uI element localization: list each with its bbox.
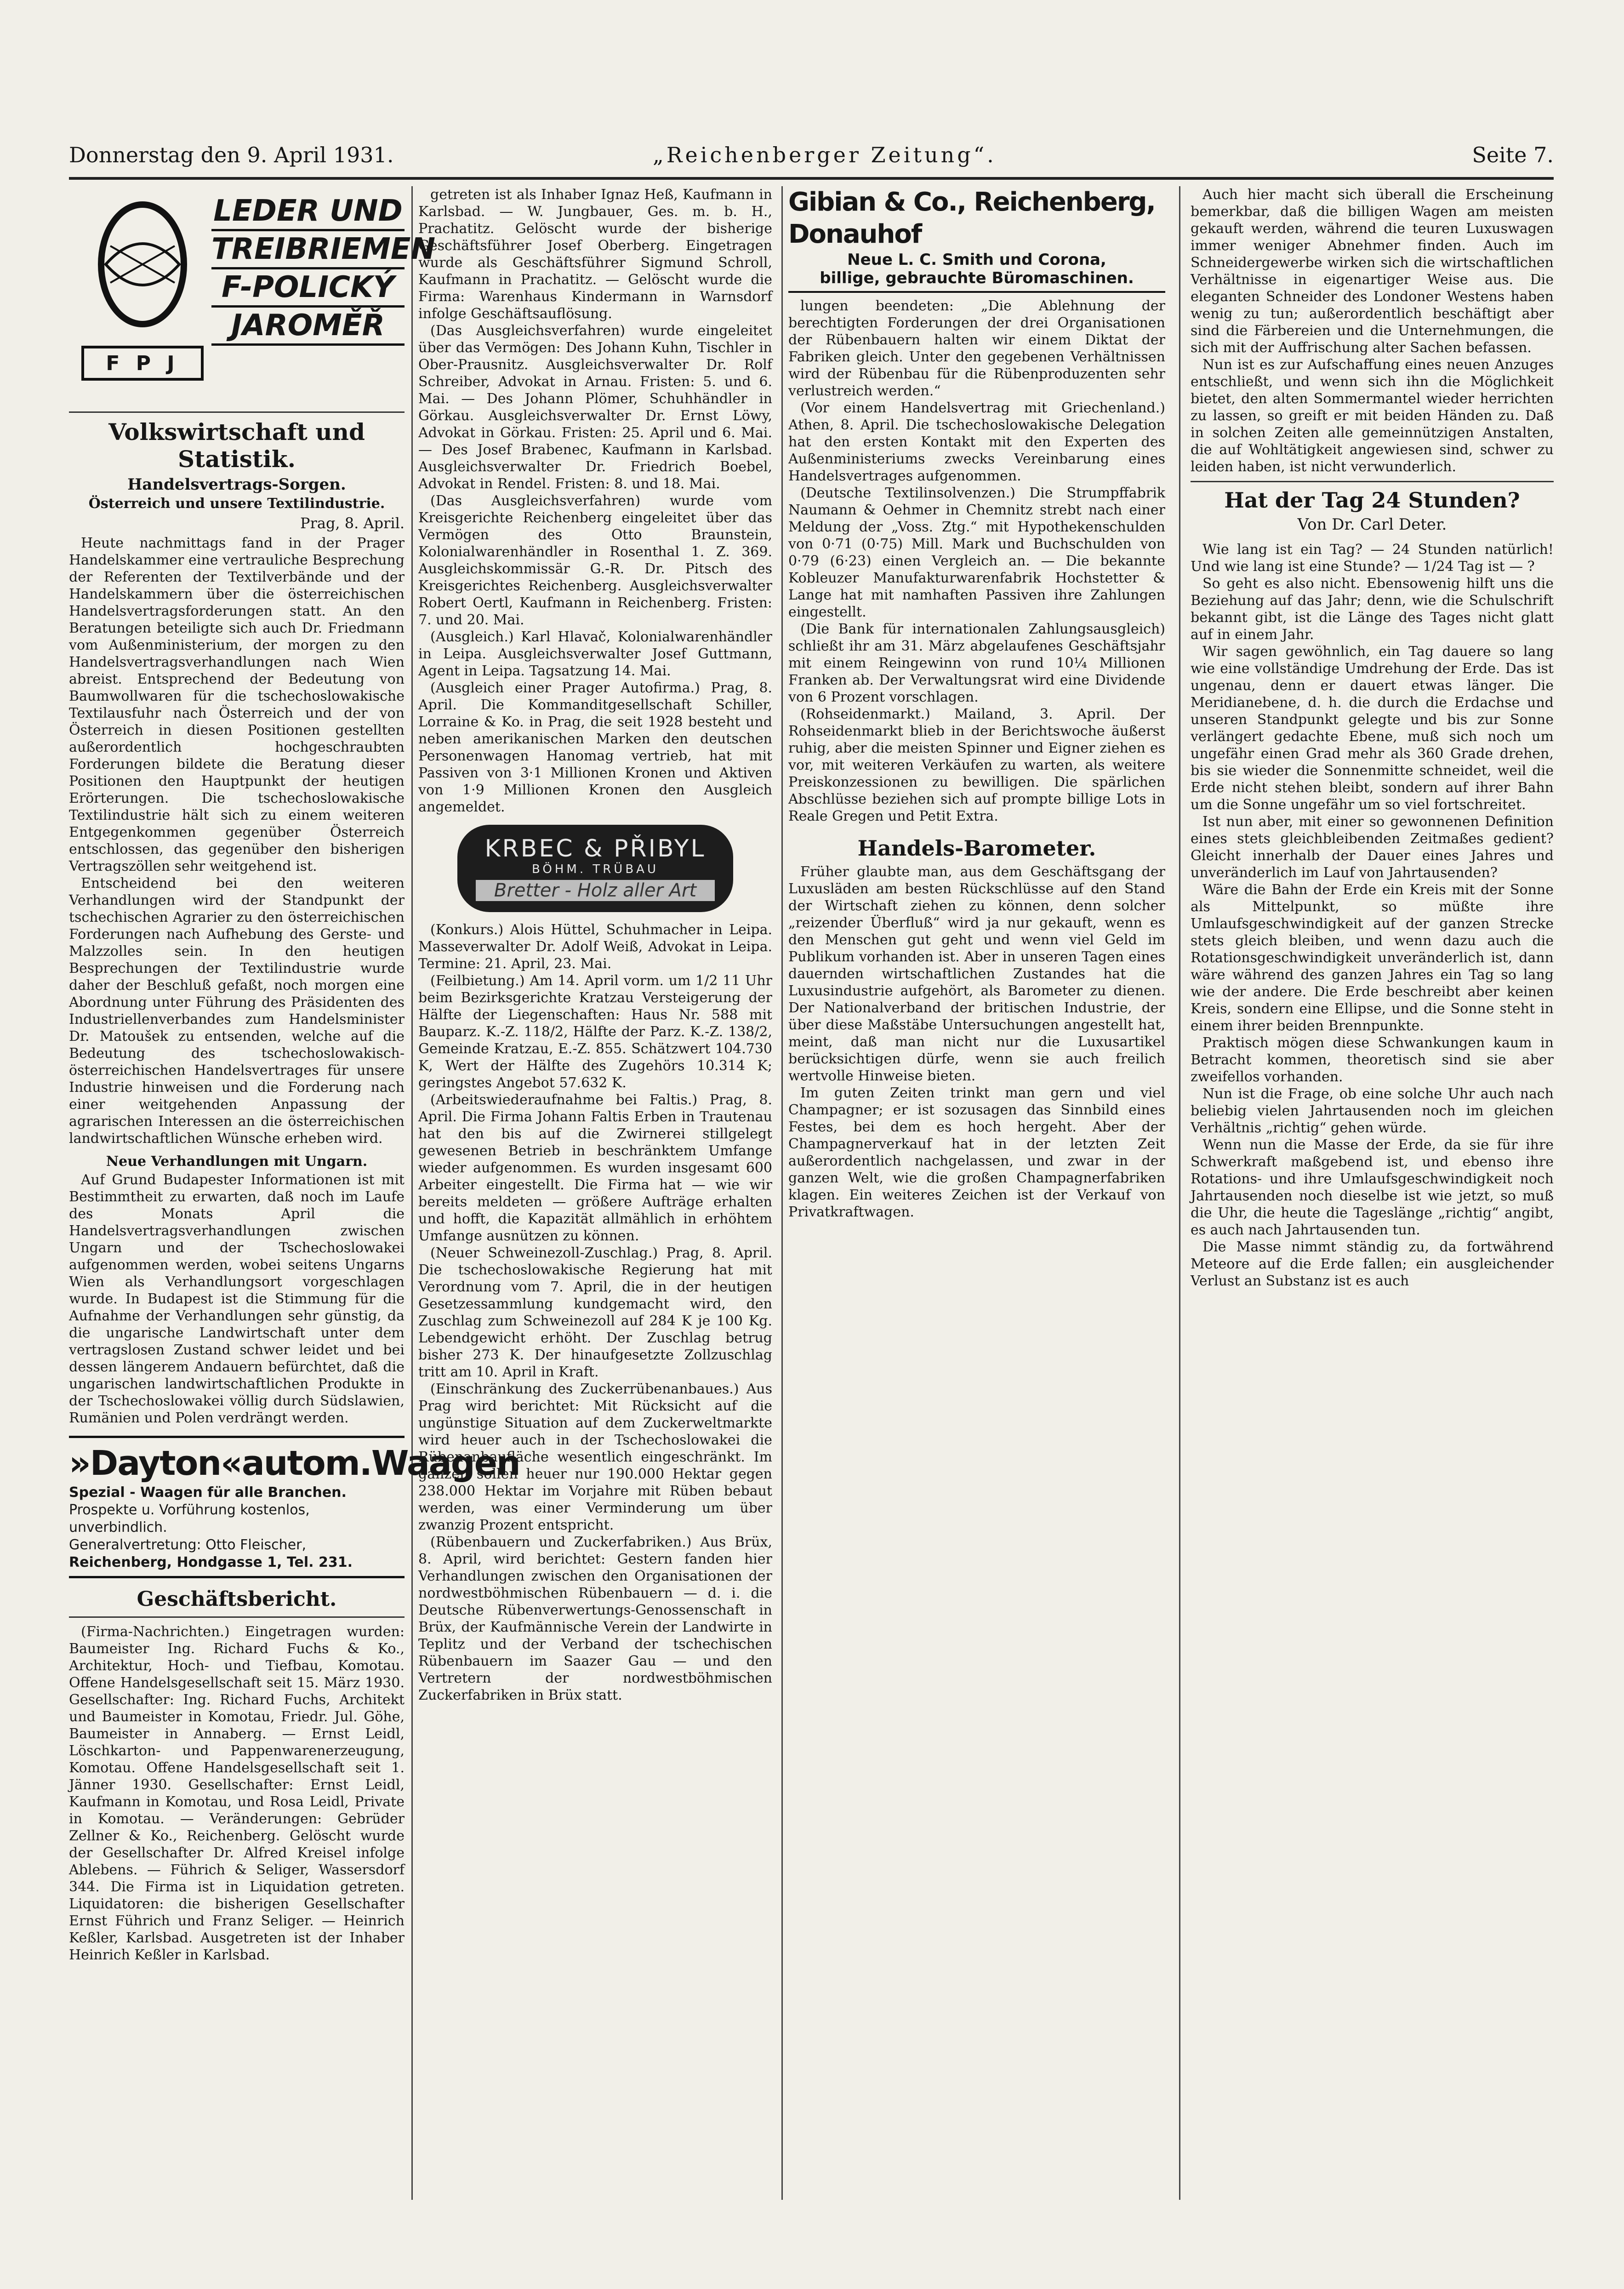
article-subheading: Österreich und unsere Textilindustrie. bbox=[88, 496, 385, 512]
paragraph: (Firma-Nachrichten.) Eingetragen wurden: Baumeister Ing. Richard Fuchs & Ko., Architektur, Hoch- und Tiefbau, Komotau. Offene Handelsgesellschaft seit 15. März 1930. Gesellschafter: Ing. Richard Fuchs, Architekt und Baumeister in Komotau, Friedr. Jul. Göhe, Baumeister in Annaberg. — Ernst Leidl, Löschkarton- und Pappenwarenerzeugung, Komotau. Offene Handelsgesellschaft seit 1. Jänner 1930. Gesellschafter: Ernst Leidl, Kaufmann in Komotau, und Rosa Leidl, Private in Komotau. — Veränderungen: Gebrüder Zellner & Ko., Reichenberg. Gelöscht wurde der Gesellschafter Dr. Alfred Kreisel infolge Ablebens. — Führich & Seliger, Wassersdorf 344. Die Firma ist in Liquidation getreten. Liquidatoren: die bisherigen Gesellschafter Ernst Führich und Franz Seliger. — Heinrich Keßler, Karlsbad. Ausgetreten ist der Inhaber Heinrich Keßler in Karlsbad. bbox=[69, 1624, 405, 1963]
divider bbox=[1191, 481, 1554, 482]
paragraph: (Die Bank für internationalen Zahlungsausgleich) schließt ihr am 31. März abgelaufenes Geschäftsjahr mit einem Reingewinn von rund 10¼ Millionen Franken ab. Der Verwaltungsrat wird eine Dividende von 6 Prozent vorschlagen. bbox=[788, 621, 1165, 705]
article-body bbox=[69, 1171, 405, 1427]
masthead-title: „Reichenberger Zeitung“. bbox=[653, 143, 997, 167]
ad-line: Prospekte u. Vorführung kostenlos, unverbindlich. bbox=[69, 1502, 310, 1536]
section-heading: Volkswirtschaft und Statistik. bbox=[108, 418, 365, 473]
paragraph: (Neuer Schweinezoll-Zuschlag.) Prag, 8. April. Die tschechoslowakische Regierung hat mit Verordnung vom 7. April, die in der heutigen Gesetzessammlung kundgemacht wird, den Zuschlag zum Schweinezoll auf 284 K je 100 Kg. Lebendgewicht erhöht. Der Zuschlag betrug bisher 273 K. Der hinaufgesetzte Zollzuschlag tritt am 10. April in Kraft. bbox=[418, 1245, 772, 1380]
ad-line: JAROMĚŘ bbox=[211, 308, 405, 346]
paragraph: (Einschränkung des Zuckerrübenanbaues.) Aus Prag wird berichtet: Mit Rücksicht auf die ungünstige Situation auf dem Zuckerweltmarkte wird heuer auch in der Tschechoslowakei die Rübenanbaufläche wesentlich eingeschränkt. Im ganzen sollen heuer nur 190.000 Hektar gegen 238.000 Hektar im Vorjahre mit Rüben bebaut werden, was einer Verminderung um über zwanzig Prozent entspricht. bbox=[418, 1381, 772, 1533]
advertisement-krbec bbox=[457, 825, 733, 912]
paragraph: So geht es also nicht. Ebensowenig hilft uns die Beziehung auf das Jahr; denn, wie die Schulschrift bekannt gibt, ist die Länge des Tages nicht glatt auf in einem Jahr. bbox=[1191, 576, 1554, 643]
ad-headline: Gibian & Co., Reichenberg, Donauhof bbox=[788, 187, 1155, 249]
section-heading: Geschäftsbericht. bbox=[137, 1587, 337, 1611]
paragraph: Nun ist die Frage, ob eine solche Uhr auch nach beliebig vielen Jahrtausenden noch im gleichen Verhältnis „richtig“ gehen würde. bbox=[1191, 1086, 1554, 1136]
paragraph: Auch hier macht sich überall die Erscheinung bemerkbar, daß die billigen Wagen am meisten gekauft werden, während die teuren Luxuswagen immer weniger Abnehmer finden. Auch im Schneidergewerbe wirken sich die wirtschaftlichen Verhältnisse in eigenartiger Weise aus. Die eleganten Schneider des Londoner Westens haben wenig zu tun; außerordentlich beschäftigt aber sind die Färbereien und die Unternehmungen, die sich mit der Auffrischung alter Sachen befassen. bbox=[1191, 187, 1554, 356]
paragraph: (Vor einem Handelsvertrag mit Griechenland.) Athen, 8. April. Die tschechoslowakische Delegation hat den ersten Kontakt mit den Experten des Außenministeriums zwecks Vereinbarung eines Handelsvertrages aufgenommen. bbox=[788, 400, 1165, 484]
article-body bbox=[788, 297, 1165, 825]
paragraph: Früher glaubte man, aus dem Geschäftsgang der Luxusläden am besten Rückschlüsse auf den Stand der Wirtschaft ziehen zu können, denn solcher „reizender Überfluß“ wird ja nur gekauft, wenn es den Menschen gut geht und wenn viel Geld im Publikum vorhanden ist. Aber in unseren Tagen eines dauernden wirtschaftlichen Zustandes hat die Luxusindustrie aufgehört, als Barometer zu dienen. Der Nationalverband der britischen Industrie, der über diese Maßstäbe Untersuchungen angestellt hat, meint, daß man nicht nur die Luxusartikel berücksichtigen dürfe, wenn sie auch freilich wertvolle Hinweise bieten. bbox=[788, 864, 1165, 1084]
paragraph: (Deutsche Textilinsolvenzen.) Die Strumpffabrik Naumann & Oehmer in Chemnitz strebt nach einer Meldung der „Voss. Ztg.“ mit Hypothekenschulden von 0·71 (0·75) Mill. Mark und Buchschulden von 0·79 (6·23) einen Vergleich an. — Die bekannte Kobleuzer Manufakturwarenfabrik Hochstetter & Lange hat mit namhaften Passiven ihre Zahlungen eingestellt. bbox=[788, 485, 1165, 620]
paragraph: Wie lang ist ein Tag? — 24 Stunden natürlich! Und wie lang ist eine Stunde? — 1/24 Tag ist — ? bbox=[1191, 542, 1554, 575]
byline: Von Dr. Carl Deter. bbox=[1297, 515, 1447, 534]
paragraph: (Ausgleich.) Karl Hlavač, Kolonialwarenhändler in Leipa. Ausgleichsverwalter Josef Guttmann, Agent in Leipa. Tagsatzung 14. Mai. bbox=[418, 629, 772, 679]
article-body bbox=[69, 535, 405, 1147]
paragraph: Auf Grund Budapester Informationen ist mit Bestimmtheit zu erwarten, daß noch im Laufe des Monats April die Handelsvertragsverhandlungen zwischen Ungarn und der Tschechoslowakei aufgenommen werden, wobei seitens Ungarns Wien als Verhandlungsort vorgeschlagen wurde. In Budapest ist die Stimmung für die Aufnahme der Verhandlungen sehr günstig, da die ungarische Landwirtschaft unter dem vertragslosen Zustand schwer leidet und bei dessen längerem Andauern befürchtet, daß die ungarischen landwirtschaftlichen Produkte in der Tschechoslowakei völlig durch Südslawien, Rumänien und Polen verdrängt werden. bbox=[69, 1172, 405, 1426]
column-1 bbox=[69, 186, 520, 2200]
paragraph: Praktisch mögen diese Schwankungen kaum in Betracht kommen, theoretisch sind sie aber zweifellos vorhanden. bbox=[1191, 1035, 1554, 1085]
paragraph: (Rohseidenmarkt.) Mailand, 3. April. Der Rohseidenmarkt blieb in der Berichtswoche äußerst ruhig, aber die meisten Spinner und Eigner ziehen es vor, mit weiteren Verkäufen zu warten, als weitere Preiskonzessionen zu bewilligen. Die spärlichen Abschlüsse beziehen sich auf prompte billige Lots in Reale Gregen und Petit Extra. bbox=[788, 706, 1165, 824]
article-body bbox=[418, 921, 772, 1704]
article-body bbox=[69, 1623, 405, 1964]
paragraph: (Arbeitswiederaufnahme bei Faltis.) Prag, 8. April. Die Firma Johann Faltis Erben in Trautenau hat den bis auf die Zwirnerei stillgelegt gewesenen Betrieb in beschränktem Umfange wieder aufgenommen. Es wurden insgesamt 600 Arbeiter eingestellt. Die Firma hat — wie wir bereits meldeten — größere Aufträge erhalten und hofft, die Kapazität allmählich in erhöhtem Umfange ausnützen zu können. bbox=[418, 1092, 772, 1244]
column-3 bbox=[788, 186, 1165, 2200]
ad-line: TREIBRIEMEN bbox=[211, 231, 405, 269]
article-body bbox=[418, 186, 772, 816]
column-divider bbox=[781, 186, 783, 2200]
ad-line: Spezial - Waagen für alle Branchen. bbox=[69, 1484, 347, 1501]
advertisement-leder-text bbox=[211, 193, 436, 346]
paragraph: Wir sagen gewöhnlich, ein Tag dauere so lang wie eine vollständige Umdrehung der Erde. Das ist ungenau, denn er dauert etwas länger. Die Meridianebene, d. h. die durch die Erdachse und unseren Standpunkt gelegte und bis zur Sonne verlängert gedachte Ebene, muß sich noch um ungefähr einen Grad mehr als 360 Grade drehen, bis sie wieder die Sonnenmitte schneidet, weil die Erde nicht stehen bleibt, sondern auf ihrer Bahn um die Sonne ungefähr um so viel fortschreitet. bbox=[1191, 644, 1554, 813]
paragraph: Wäre die Bahn der Erde ein Kreis mit der Sonne als Mittelpunkt, so müßte ihre Umlaufsgeschwindigkeit auf der ganzen Strecke stets gleich bleiben, und wenn dazu auch die Rotationsgeschwindigkeit unveränderlich ist, dann wäre während des ganzen Jahres ein Tag so lang wie der andere. Die Erde beschreibt aber keinen Kreis, sondern eine Ellipse, und die Sonne steht in einem ihrer beiden Brennpunkte. bbox=[1191, 882, 1554, 1034]
ad-line: Neue L. C. Smith und Corona, bbox=[847, 251, 1106, 269]
dateline: Prag, 8. April. bbox=[300, 514, 405, 532]
logo-letters: F P J bbox=[106, 352, 179, 375]
paragraph: getreten ist als Inhaber Ignaz Heß, Kaufmann in Karlsbad. — W. Jungbauer, Ges. m. b. H., Prachatitz. Gelöscht wurde der bisherige Geschäftsführer Josef Oberberg. Eingetragen wurde als Geschäftsführer Sigmund Schroll, Kaufmann in Prachatitz. — Gelöscht wurde die Firma: Warenhaus Kindermann in Warnsdorf infolge Geschäftsauflösung. bbox=[418, 187, 772, 322]
ad-line: BÖHM. TRÜBAU bbox=[532, 862, 659, 876]
paragraph: (Das Ausgleichsverfahren) wurde vom Kreisgerichte Reichenberg eingeleitet über das Vermögen des Otto Braunstein, Kolonialwarenhändler in Rosenthal 1. Z. 369. Ausgleichskommissär G.-R. Dr. Pitsch des Kreisgerichtes Reichenberg. Ausgleichsverwalter Robert Oertl, Kaufmann in Reichenberg. Fristen: 7. und 20. Mai. bbox=[418, 493, 772, 628]
masthead-rule bbox=[69, 177, 1554, 180]
advertisement-leder bbox=[69, 186, 436, 402]
ad-headline: »Dayton«autom.Waagen bbox=[69, 1444, 520, 1483]
article-heading: Handelsvertrags-Sorgen. bbox=[127, 475, 346, 494]
paragraph: (Das Ausgleichsverfahren) wurde eingeleitet über das Vermögen: Des Johann Kuhn, Tischler in Ober-Prausnitz. Ausgleichsverwalter Dr. Rolf Schreiber, Advokat in Arnau. Fristen: 5. und 6. Mai. — Des Johann Plömer, Schuhhändler in Görkau. Ausgleichsverwalter Dr. Ernst Löwy, Advokat in Görkau. Fristen: 25. April und 6. Mai. — Des Josef Brabenec, Kaufmann in Karlsbad. Ausgleichsverwalter Dr. Friedrich Boebel, Advokat in Rendel. Fristen: 8. und 18. Mai. bbox=[418, 323, 772, 492]
paragraph: Heute nachmittags fand in der Prager Handelskammer eine vertrauliche Besprechung der Referenten der Textilverbände und der Handelskammern über die österreichischen Handelsvertragsforderungen statt. An den Beratungen beteiligte sich auch Dr. Friedmann vom Außenministerium, der morgen zu den Handelsvertragsverhandlungen nach Wien abreist. Entsprechend der Bedeutung von Baumwollwaren für die tschechoslowakische Textilausfuhr nach Österreich und der von Österreich in diesen Positionen gestellten außerordentlich hochgeschraubten Forderungen bildete die Beratung dieser Positionen den Hauptpunkt der heutigen Erörterungen. Die tschechoslowakische Textilindustrie hält sich zu einem weiteren Entgegenkommen gegenüber Österreich entschlossen, das gegenüber den bisherigen Vertragszöllen sehr weitgehend ist. bbox=[69, 535, 405, 874]
advertisement-gibian bbox=[788, 186, 1165, 293]
paragraph: Entscheidend bei den weiteren Verhandlungen wird der Standpunkt der tschechischen Agrarier zu den österreichischen Forderungen nach Aufhebung des Gerste- und Malzzolles sein. In den heutigen Besprechungen der Textilindustrie wurde daher der Beschluß gefaßt, noch morgen eine Abordnung unter Führung des Präsidenten des Industriellenverbandes zum Handelsminister Dr. Matoušek zu entsenden, welche auf die Bedeutung des tschechoslowakisch-österreichischen Handelsvertrages für unsere Industrie hinweisen und die Forderung nach einer weitgehenden Anpassung der agrarischen Interessen an die österreichischen landwirtschaftlichen Wünsche erheben wird. bbox=[69, 875, 405, 1147]
ad-line: F-POLICKÝ bbox=[211, 269, 405, 308]
masthead bbox=[69, 143, 1554, 170]
paragraph: Die Masse nimmt ständig zu, da fortwährend Meteore auf die Erde fallen; ein ausgleichender Verlust an Substanz ist es auch bbox=[1191, 1239, 1554, 1289]
paragraph: Im guten Zeiten trinkt man gern und viel Champagner; er ist sozusagen das Sinnbild eines Festes, bei dem es hoch hergeht. Aber der Champagnerverkauf hat in der letzten Zeit außerordentlich nachgelassen, und zwar in der ganzen Welt, wie die großen Champagnerfabriken klagen. Ein weiteres Zeichen ist der Verkauf von Privatkraftwagen. bbox=[788, 1085, 1165, 1220]
paragraph: (Feilbietung.) Am 14. April vorm. um 1/2 11 Uhr beim Bezirksgerichte Kratzau Versteigerung der Hälfte der Liegenschaften: Haus Nr. 588 mit Bauparz. K.-Z. 118/2, Hälfte der Parz. K.-Z. 138/2, Gemeinde Kratzau, E.-Z. 855. Schätzwert 104.730 K, Wert der Hälfte des Zugehörs 10.314 K; geringstes Angebot 57.632 K. bbox=[418, 973, 772, 1091]
masthead-page-number: Seite 7. bbox=[1472, 143, 1554, 167]
column-divider bbox=[411, 186, 413, 2200]
paragraph: (Konkurs.) Alois Hüttel, Schuhmacher in Leipa. Masseverwalter Dr. Adolf Weiß, Advokat in Leipa. Termine: 21. April, 23. Mai. bbox=[418, 922, 772, 972]
ad-headline: KRBEC & PŘIBYL bbox=[484, 835, 706, 862]
paragraph: (Rübenbauern und Zuckerfabriken.) Aus Brüx, 8. April, wird berichtet: Gestern fanden hier Verhandlungen zwischen den Organisationen der nordwestböhmischen Rübenbauern — d. i. die Deutsche Rübenverwertungs-Genossenschaft in Brüx, der Kaufmännische Verein der Landwirte in Teplitz und der Verband der tschechischen Rübenbauern im Saazer Gau — und den Vertretern der nordwestböhmischen Zuckerfabriken in Brüx statt. bbox=[418, 1534, 772, 1703]
article-heading: Hat der Tag 24 Stunden? bbox=[1224, 488, 1520, 513]
divider bbox=[69, 411, 405, 413]
ad-line: billige, gebrauchte Büromaschinen. bbox=[820, 269, 1134, 287]
divider bbox=[69, 1616, 405, 1618]
ad-line: Reichenberg, Hondgasse 1, Tel. 231. bbox=[69, 1554, 353, 1570]
article-subheading: Neue Verhandlungen mit Ungarn. bbox=[106, 1153, 368, 1170]
paragraph: (Ausgleich einer Prager Autofirma.) Prag, 8. April. Die Kommanditgesellschaft Schiller, Lorraine & Ko. in Prag, die seit 1928 besteht und neben amerikanischen Marken den deutschen Personenwagen Hanomag vertrieb, hat mit Passiven von 3·1 Millionen Kronen und Aktiven von 1·9 Millionen Kronen den Ausgleich angemeldet. bbox=[418, 680, 772, 815]
article-body bbox=[1191, 186, 1554, 475]
column-divider bbox=[1179, 186, 1180, 2200]
paragraph: Ist nun aber, mit einer so gewonnenen Definition eines stets gleichbleibenden Zeitmaßes gedient? Gleicht innerhalb der Dauer eines Jahres und unveränderlich im Lauf von Jahrtausenden? bbox=[1191, 814, 1554, 881]
paragraph: Wenn nun die Masse der Erde, da sie für ihre Schwerkraft maßgebend ist, und ebenso ihre Rotations- und ihre Umlaufsgeschwindigkeit noch Jahrtausenden noch dieselbe ist wie jetzt, so muß die Uhr, die heute die Tageslänge „richtig“ angibt, es auch nach Jahrtausenden tun. bbox=[1191, 1137, 1554, 1238]
paragraph: Nun ist es zur Aufschaffung eines neuen Anzuges entschließt, und wenn sich ihn die Möglichkeit bietet, den alten Sommermantel wieder herrichten zu lassen, so greift er mit beiden Händen zu. Daß in solchen Zeiten alle gemeinnützigen Anstalten, die auf Wohltätigkeit angewiesen sind, schwer zu leiden haben, ist nicht verwunderlich. bbox=[1191, 357, 1554, 475]
article-body bbox=[1191, 541, 1554, 1290]
ad-line: LEDER UND bbox=[211, 193, 405, 231]
column-2 bbox=[418, 186, 772, 2200]
article-body bbox=[788, 863, 1165, 1221]
section-heading: Handels-Barometer. bbox=[857, 836, 1096, 861]
masthead-date: Donnerstag den 9. April 1931. bbox=[69, 143, 394, 167]
ad-line: Bretter - Holz aller Art bbox=[476, 880, 715, 901]
ad-line: Generalvertretung: Otto Fleischer, bbox=[69, 1537, 307, 1553]
column-4 bbox=[1191, 186, 1554, 2200]
paragraph: lungen beendeten: „Die Ablehnung der berechtigten Forderungen der drei Organisationen der Rübenbauern halten wir einem Diktat der Fabriken gleich. Unter den gegebenen Verhältnissen wird der Rübenbau für die Rübenproduzenten sehr verlustreich werden.“ bbox=[788, 298, 1165, 399]
advertisement-dayton bbox=[69, 1436, 520, 1578]
